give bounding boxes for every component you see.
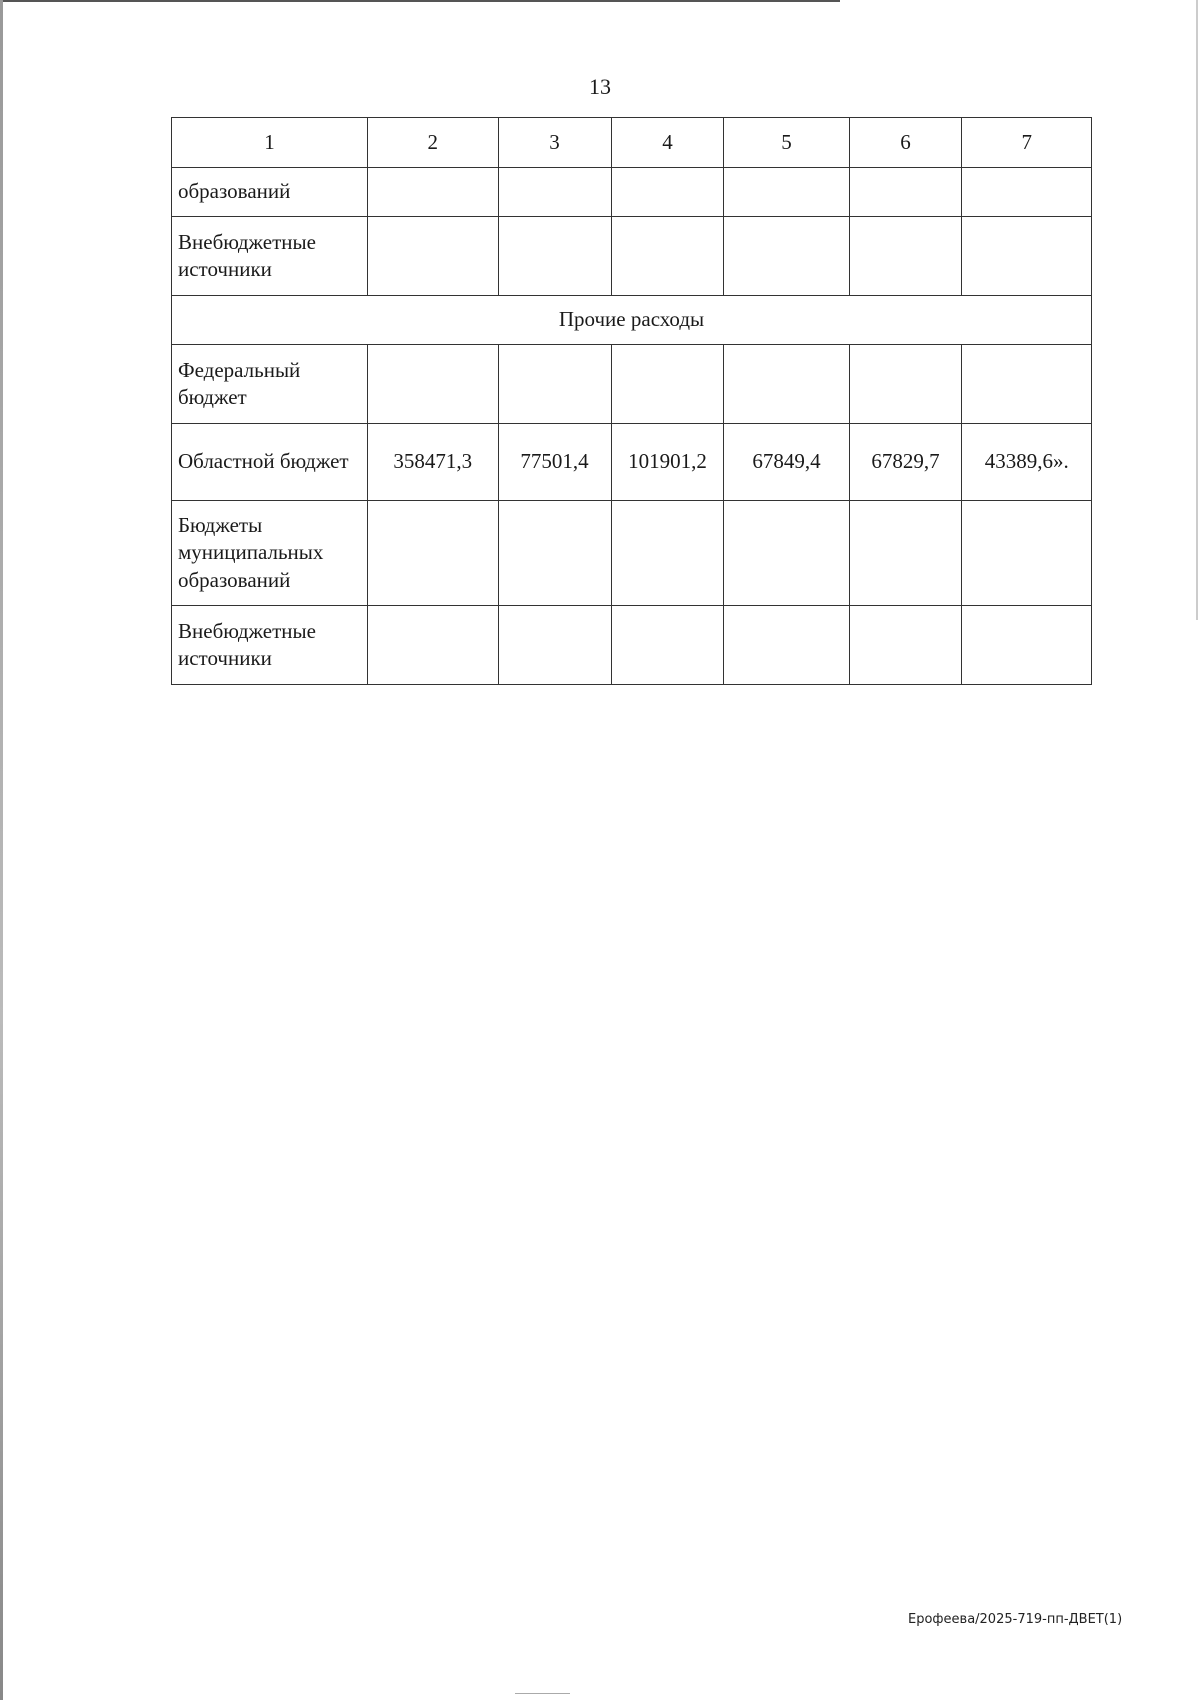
document-code: Ерофеева/2025-719-пп-ДВЕТ(1)	[908, 1612, 1123, 1627]
budget-table	[171, 117, 1092, 685]
table-cell	[962, 606, 1092, 685]
table-row	[172, 424, 1092, 501]
table-row	[172, 345, 1092, 424]
row-label: Бюджеты муниципальных образований	[172, 501, 368, 606]
table-cell	[611, 606, 724, 685]
scan-mark	[515, 1693, 570, 1694]
column-number: 3	[498, 118, 611, 168]
column-number: 6	[849, 118, 962, 168]
row-label: Внебюджетные источники	[172, 606, 368, 685]
table-cell	[611, 501, 724, 606]
scan-edge-left	[0, 0, 3, 1700]
table-cell: 67829,7	[849, 424, 962, 501]
column-number: 7	[962, 118, 1092, 168]
table-cell	[611, 345, 724, 424]
row-label: образований	[172, 168, 368, 217]
table-cell	[962, 501, 1092, 606]
table-cell	[498, 501, 611, 606]
table-row	[172, 168, 1092, 217]
table-row	[172, 501, 1092, 606]
table-cell	[611, 168, 724, 217]
table-row	[172, 217, 1092, 296]
column-number: 4	[611, 118, 724, 168]
table-cell	[611, 217, 724, 296]
column-number: 2	[367, 118, 498, 168]
table-cell	[367, 606, 498, 685]
table-cell	[849, 501, 962, 606]
row-label: Внебюджетные источники	[172, 217, 368, 296]
table-cell: 77501,4	[498, 424, 611, 501]
column-number: 5	[724, 118, 849, 168]
table-cell	[367, 501, 498, 606]
table-cell	[962, 217, 1092, 296]
section-row	[172, 296, 1092, 345]
table-cell	[498, 606, 611, 685]
column-number: 1	[172, 118, 368, 168]
scan-edge-top	[0, 0, 840, 2]
table-cell	[962, 168, 1092, 217]
table-cell	[724, 168, 849, 217]
table-cell: 67849,4	[724, 424, 849, 501]
table-cell: 101901,2	[611, 424, 724, 501]
table-cell	[849, 345, 962, 424]
table-header-row	[172, 118, 1092, 168]
table-cell	[849, 168, 962, 217]
section-title: Прочие расходы	[172, 296, 1092, 345]
table-cell	[498, 168, 611, 217]
table-cell	[962, 345, 1092, 424]
table-cell	[724, 217, 849, 296]
row-label: Областной бюджет	[172, 424, 368, 501]
table-cell	[849, 606, 962, 685]
table-cell	[724, 345, 849, 424]
table-cell	[724, 501, 849, 606]
table-cell	[498, 217, 611, 296]
table-cell	[498, 345, 611, 424]
table-row	[172, 606, 1092, 685]
table-cell	[849, 217, 962, 296]
table-cell: 358471,3	[367, 424, 498, 501]
table-cell	[367, 345, 498, 424]
table-cell	[724, 606, 849, 685]
table-cell	[367, 168, 498, 217]
table-cell	[367, 217, 498, 296]
table-cell: 43389,6».	[962, 424, 1092, 501]
page-number: 13	[589, 74, 611, 99]
row-label: Федеральный бюджет	[172, 345, 368, 424]
